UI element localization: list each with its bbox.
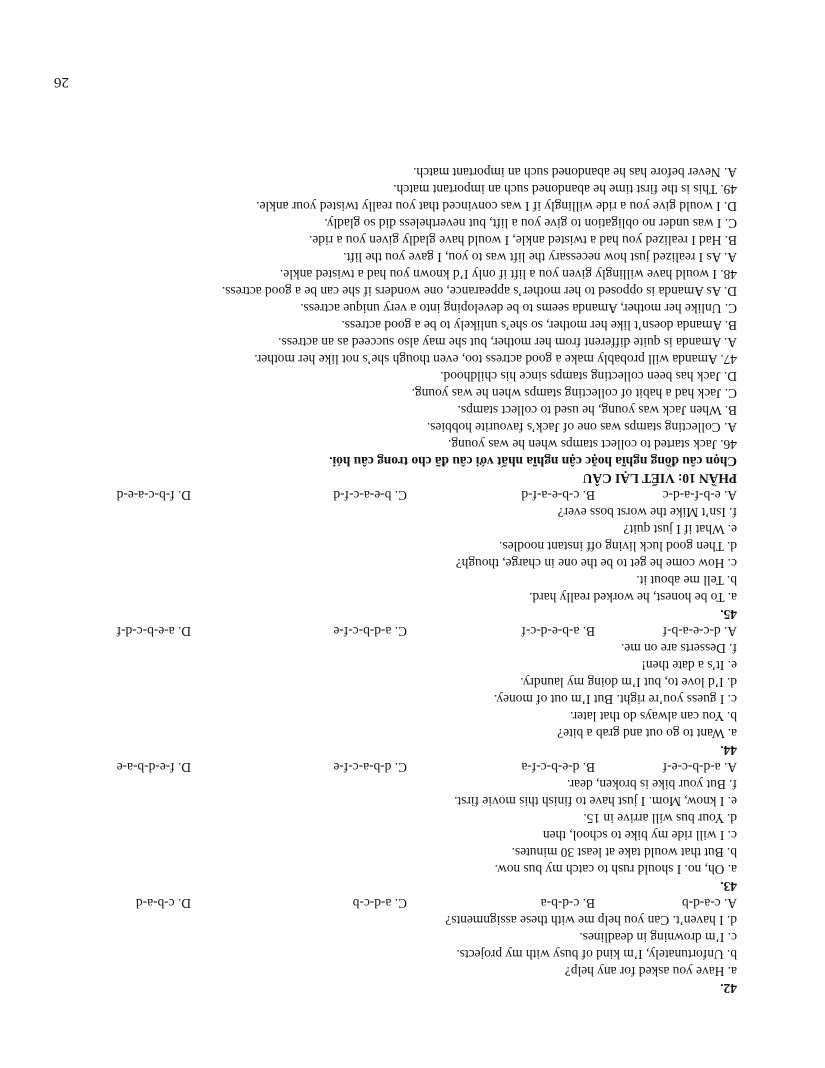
section-heading: PHẦN 10: VIẾT LẠI CÂU <box>582 471 737 486</box>
dialogue-line: c. I’m drowning in deadlines. <box>579 930 737 945</box>
option-b: B. c-d-b-a <box>540 896 595 911</box>
answer-choice: B. When Jack was young, he used to collect stamps. <box>457 403 737 418</box>
dialogue-line: e. I know, Mom. I just have to finish this movie first. <box>454 794 737 809</box>
answer-choice: D. As Amanda is opposed to her mother’s appearance, one wonders if she can be a good actress. <box>221 284 737 299</box>
dialogue-line: c. How come he get to be the one in charge, though? <box>455 556 737 571</box>
dialogue-line: b. Unfortunately, I’m kind of busy with my projects. <box>456 947 737 962</box>
section-instruction: Chọn câu đồng nghĩa hoặc cận nghĩa nhất với câu đã cho trong câu hỏi. <box>329 454 737 469</box>
option-a: A. a-d-b-c-e-f <box>662 760 737 775</box>
dialogue-line: a. To be honest, he worked really hard. <box>529 590 737 605</box>
dialogue-line: b. You can always do that later. <box>570 709 737 724</box>
answer-choice: B. Had I realized you had a twisted ankle, I would have gladly given you a ride. <box>309 233 737 248</box>
dialogue-line: f. But your bike is broken, dear. <box>567 777 737 792</box>
dialogue-line: a. Want to go out and grab a bite? <box>557 726 737 741</box>
question-number: 44. <box>720 743 737 758</box>
dialogue-line: a. Oh, no. I should rush to catch my bus now. <box>494 862 737 877</box>
answer-options <box>87 759 737 776</box>
document-body <box>87 164 737 997</box>
answer-choice: C. Jack had a habit of collecting stamps when he was young. <box>411 386 737 401</box>
dialogue-line: b. Tell me about it. <box>636 573 737 588</box>
dialogue-line: f. Isn’t Mike the worst boss ever? <box>557 505 737 520</box>
option-b: B. a-b-e-d-c-f <box>521 624 595 639</box>
question-stem: 46. Jack started to collect stamps when he was young. <box>448 437 737 452</box>
dialogue-line: d. I haven’t. Can you help me with these assignments? <box>445 913 737 928</box>
answer-choice: A. Collecting stamps was one of Jack’s favourite hobbies. <box>426 420 737 435</box>
dialogue-line: b. But that would take at least 30 minutes. <box>511 845 737 860</box>
answer-options <box>87 623 737 640</box>
question-number: 45. <box>720 607 737 622</box>
answer-choice: A. Amanda is quite different from her mother, but she may also succeed as an actress. <box>278 335 737 350</box>
option-d: D. f-e-d-b-a-e <box>116 760 191 775</box>
option-c: C. d-b-a-c-f-e <box>333 760 407 775</box>
option-c: C. b-e-a-c-f-d <box>333 488 407 503</box>
option-c: C. a-d-c-b <box>352 896 407 911</box>
dialogue-line: e. What if I just quit? <box>623 522 737 537</box>
question-stem: 48. I would have willingly given you a lift if only I’d known you had a twisted ankle. <box>279 267 737 282</box>
option-b: B. d-e-b-c-f-a <box>521 760 595 775</box>
dialogue-line: d. Then good luck living off instant noodles. <box>499 539 737 554</box>
option-a: A. d-c-e-a-b-f <box>662 624 737 639</box>
option-d: D. f-b-c-a-e-d <box>116 488 191 503</box>
option-d: D. a-e-b-c-d-f <box>116 624 191 639</box>
question-stem: 47. Amanda will probably make a good actress too, even though she’s not like her mother. <box>254 352 737 367</box>
dialogue-line: c. I guess you’re right. But I’m out of money. <box>493 692 737 707</box>
option-b: B. c-b-e-a-f-d <box>521 488 595 503</box>
option-c: C. a-d-b-c-f-e <box>333 624 407 639</box>
dialogue-line: a. Have you asked for any help? <box>564 964 737 979</box>
question-number: 43. <box>720 879 737 894</box>
answer-choice: C. Unlike her mother, Amanda seems to be developing into a very unique actress. <box>300 301 737 316</box>
answer-choice: A. As I realized just how necessary the lift was to you, I gave you the lift. <box>343 250 737 265</box>
dialogue-line: d. Your bus will arrive in 15. <box>583 811 737 826</box>
option-a: A. c-a-d-b <box>681 896 737 911</box>
answer-options <box>87 487 737 504</box>
dialogue-line: e. It’s a date then! <box>641 658 737 673</box>
answer-choice: C. I was under no obligation to give you a lift, but nevertheless did so gladly. <box>324 216 737 231</box>
dialogue-line: c. I will ride my bike to school, then <box>542 828 737 843</box>
page-number: 26 <box>54 74 69 90</box>
answer-choice: D. I would give you a ride willingly if I was convinced that you really twisted your ankle. <box>256 199 737 214</box>
option-a: A. e-b-f-a-d-c <box>662 488 737 503</box>
answer-choice: B. Amanda doesn’t like her mother, so she’s unlikely to be a good actress. <box>341 318 737 333</box>
question-stem: 49. This is the first time he abandoned such an important match. <box>393 182 737 197</box>
question-number: 42. <box>720 981 737 996</box>
answer-options <box>87 895 737 912</box>
answer-choice: D. Jack has been collecting stamps since his childhood. <box>440 369 737 384</box>
answer-choice: A. Never before has he abandoned such an important match. <box>413 165 737 180</box>
dialogue-line: d. I’d love to, but I’m doing my laundry. <box>520 675 737 690</box>
option-d: D. c-b-a-d <box>135 896 191 911</box>
dialogue-line: f. Desserts are on me. <box>620 641 737 656</box>
